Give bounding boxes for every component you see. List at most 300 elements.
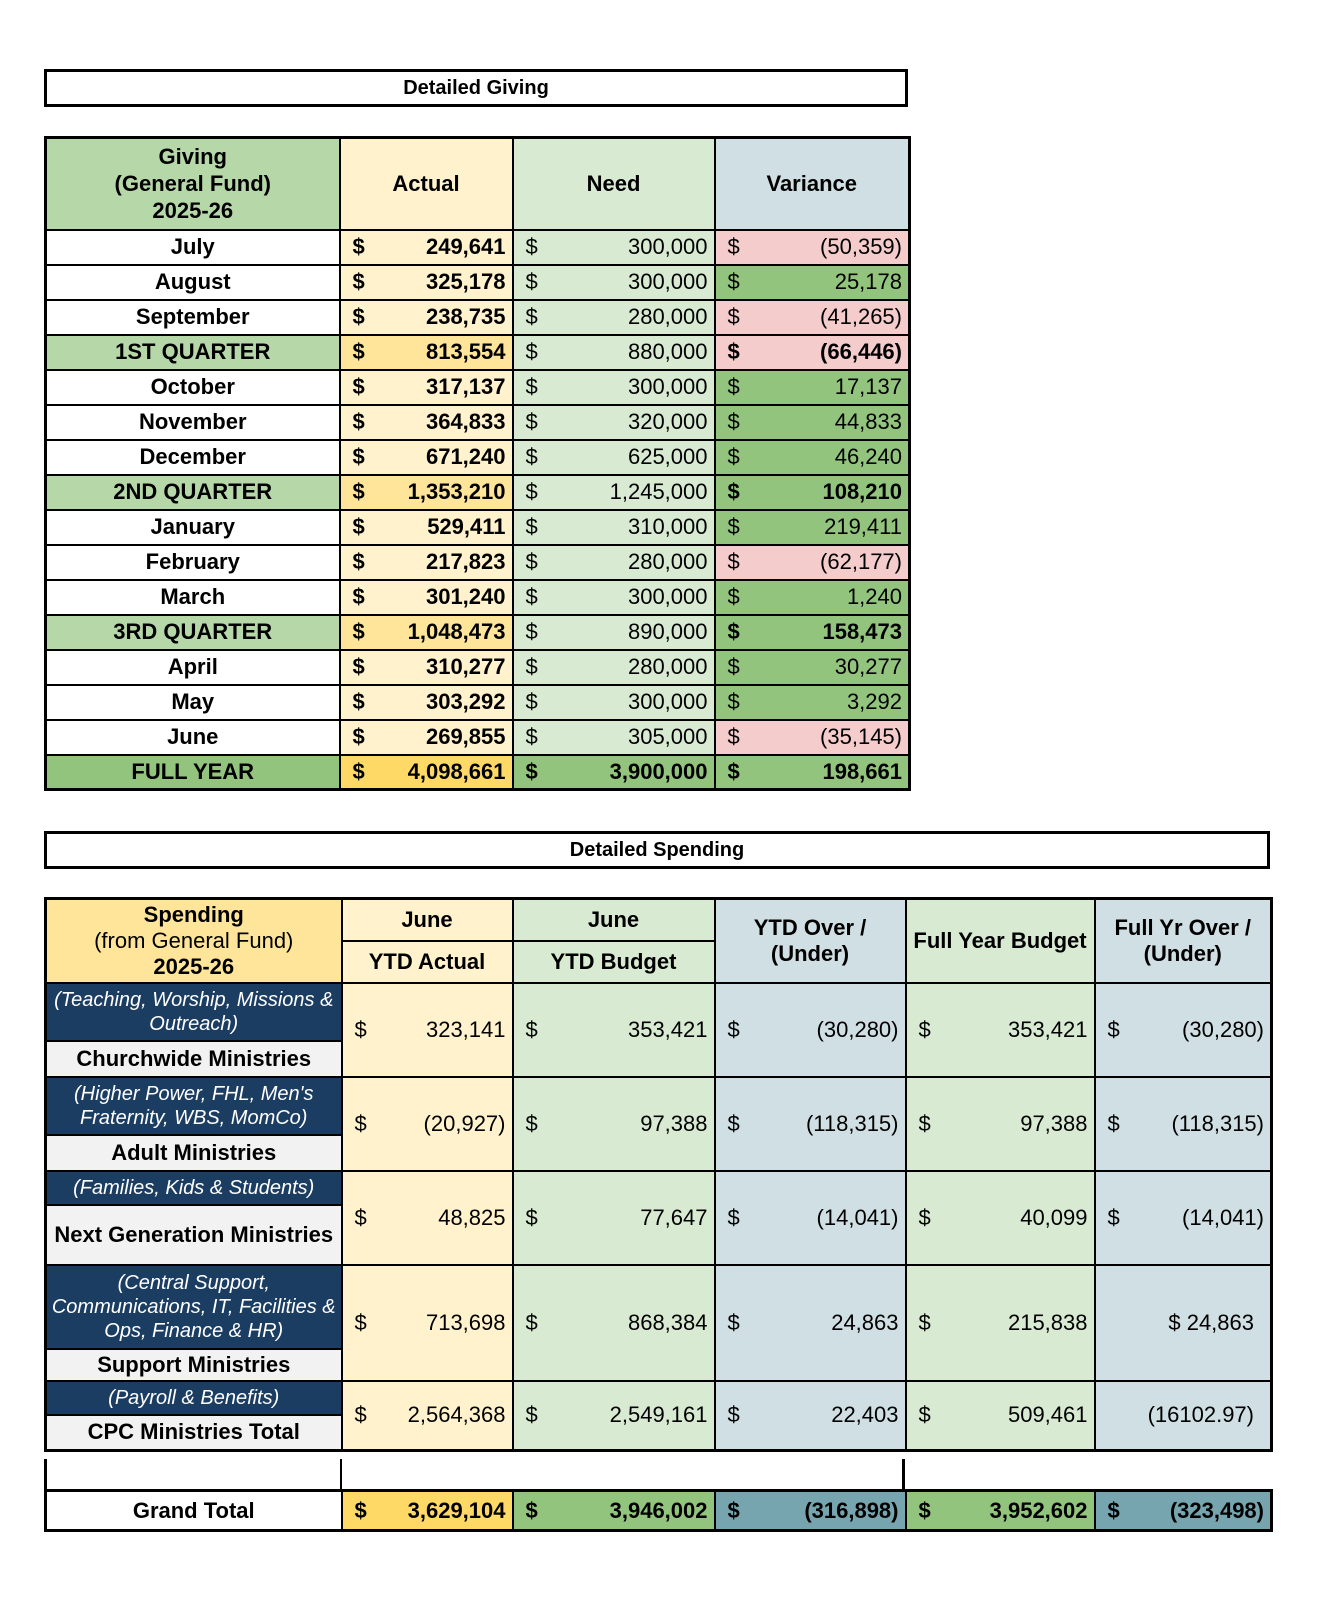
currency-symbol: $ <box>727 444 740 469</box>
currency-symbol: $ <box>727 479 740 504</box>
giving-row-label: October <box>46 370 340 405</box>
currency-symbol: $ <box>1107 1110 1120 1136</box>
spending-row-full-budget-value: 353,421 <box>1007 1016 1088 1042</box>
spending-row-name: Adult Ministries <box>46 1135 342 1171</box>
currency-symbol: $ <box>525 304 538 329</box>
giving-row-actual <box>340 615 513 650</box>
spending-header-actual-top: June <box>342 899 513 941</box>
currency-symbol: $ <box>352 724 365 749</box>
giving-row-label: May <box>46 685 340 720</box>
giving-row-variance <box>715 720 910 755</box>
currency-symbol: $ <box>727 374 740 399</box>
giving-header-actual: Actual <box>340 138 513 230</box>
giving-row-label: FULL YEAR <box>46 755 340 790</box>
giving-row-actual <box>340 475 513 510</box>
giving-row-variance <box>715 580 910 615</box>
spending-header-over: YTD Over / (Under) <box>715 899 906 983</box>
currency-symbol: $ <box>525 1497 538 1523</box>
giving-row-label: August <box>46 265 340 300</box>
giving-row-actual-value: 1,048,473 <box>407 619 506 644</box>
spending-row-budget-value: 2,549,161 <box>609 1402 708 1428</box>
giving-row-need-value: 625,000 <box>627 444 708 469</box>
spending-row-name: Support Ministries <box>46 1349 342 1381</box>
spending-row-actual <box>342 983 513 1077</box>
giving-row <box>46 510 910 545</box>
spending-row-actual-value: 323,141 <box>425 1016 506 1042</box>
giving-row-actual <box>340 405 513 440</box>
giving-row <box>46 720 910 755</box>
giving-row <box>46 545 910 580</box>
currency-symbol: $ <box>525 549 538 574</box>
spending-row-over <box>715 1077 906 1171</box>
spending-header-full-budget: Full Year Budget <box>906 899 1095 983</box>
giving-row-need <box>513 720 715 755</box>
giving-header-line2: (General Fund) <box>114 171 271 197</box>
spending-row-actual <box>342 1381 513 1451</box>
giving-row-variance <box>715 755 910 790</box>
giving-row <box>46 370 910 405</box>
giving-row-need-value: 3,900,000 <box>609 758 708 784</box>
spending-row-full-over-value: $ 24,863 <box>1168 1309 1254 1335</box>
giving-row <box>46 230 910 265</box>
currency-symbol: $ <box>352 339 365 364</box>
spending-row-full-budget <box>906 1381 1095 1451</box>
currency-symbol: $ <box>354 1016 367 1042</box>
spending-row-budget <box>513 1171 715 1265</box>
giving-row-need-value: 280,000 <box>627 549 708 574</box>
giving-row-actual-value: 310,277 <box>425 654 506 679</box>
currency-symbol: $ <box>727 619 740 644</box>
giving-row <box>46 650 910 685</box>
currency-symbol: $ <box>525 689 538 714</box>
giving-row-need <box>513 370 715 405</box>
currency-symbol: $ <box>352 444 365 469</box>
currency-symbol: $ <box>525 409 538 434</box>
currency-symbol: $ <box>1107 1016 1120 1042</box>
currency-symbol: $ <box>525 269 538 294</box>
grand-spacer-left <box>44 1459 340 1489</box>
grand-total-row <box>46 1491 1272 1531</box>
grand-total-full-budget <box>906 1491 1095 1531</box>
currency-symbol: $ <box>354 1497 367 1523</box>
grand-total-over <box>715 1491 906 1531</box>
currency-symbol: $ <box>727 689 740 714</box>
giving-row-variance-value: (66,446) <box>820 339 902 364</box>
giving-row-need-value: 1,245,000 <box>609 479 708 504</box>
giving-row-variance-value: 198,661 <box>822 758 902 784</box>
giving-row-variance <box>715 440 910 475</box>
giving-row-variance <box>715 615 910 650</box>
giving-row-actual-value: 364,833 <box>425 409 506 434</box>
spending-row <box>46 1077 1272 1135</box>
spending-row-budget <box>513 1381 715 1451</box>
giving-row <box>46 615 910 650</box>
giving-row-variance <box>715 650 910 685</box>
giving-row-variance-value: (35,145) <box>820 724 902 749</box>
currency-symbol: $ <box>354 1110 367 1136</box>
giving-row-variance-value: 1,240 <box>846 584 902 609</box>
giving-row-variance-value: (41,265) <box>820 304 902 329</box>
giving-row-need <box>513 405 715 440</box>
giving-row-need <box>513 335 715 370</box>
giving-header-line1: Giving <box>158 144 227 170</box>
currency-symbol: $ <box>918 1402 931 1428</box>
giving-row-actual-value: 269,855 <box>425 724 506 749</box>
giving-row-label: 2ND QUARTER <box>46 475 340 510</box>
currency-symbol: $ <box>352 584 365 609</box>
currency-symbol: $ <box>525 374 538 399</box>
giving-row-variance-value: 25,178 <box>834 269 902 294</box>
grand-total-budget-value: 3,946,002 <box>609 1497 708 1523</box>
currency-symbol: $ <box>354 1309 367 1335</box>
giving-row-label: September <box>46 300 340 335</box>
spending-row-description: (Central Support, Communications, IT, Facilities & Ops, Finance & HR) <box>46 1265 342 1349</box>
currency-symbol: $ <box>525 654 538 679</box>
giving-row-variance <box>715 405 910 440</box>
giving-row-variance-value: 3,292 <box>846 689 902 714</box>
spending-row-actual-value: 2,564,368 <box>407 1402 506 1428</box>
spending-header-full-over: Full Yr Over / (Under) <box>1095 899 1272 983</box>
giving-row-need <box>513 300 715 335</box>
currency-symbol: $ <box>352 269 365 294</box>
currency-symbol: $ <box>727 1016 740 1042</box>
giving-row-variance <box>715 265 910 300</box>
spending-row-description: (Higher Power, FHL, Men's Fraternity, WBS, MomCo) <box>46 1077 342 1135</box>
currency-symbol: $ <box>918 1110 931 1136</box>
spending-row-actual-value: (20,927) <box>423 1110 506 1136</box>
spending-row-name: CPC Ministries Total <box>46 1415 342 1451</box>
giving-row-actual-value: 217,823 <box>425 549 506 574</box>
spending-header-budget-bottom: YTD Budget <box>513 941 715 983</box>
giving-row-actual-value: 303,292 <box>425 689 506 714</box>
spending-row-full-budget-value: 97,388 <box>1020 1110 1088 1136</box>
giving-row-variance <box>715 300 910 335</box>
giving-row-need-value: 880,000 <box>627 339 708 364</box>
currency-symbol: $ <box>525 234 538 259</box>
giving-row-variance <box>715 685 910 720</box>
spending-row-budget-value: 77,647 <box>640 1204 708 1230</box>
giving-row-variance-value: 30,277 <box>834 654 902 679</box>
giving-row-need <box>513 615 715 650</box>
giving-row-variance-value: (62,177) <box>820 549 902 574</box>
giving-row-variance <box>715 475 910 510</box>
giving-row-actual <box>340 300 513 335</box>
giving-row-actual-value: 249,641 <box>425 234 506 259</box>
currency-symbol: $ <box>1107 1204 1120 1230</box>
spending-row-actual <box>342 1265 513 1381</box>
giving-row-variance-value: 108,210 <box>822 479 902 504</box>
giving-row-actual <box>340 685 513 720</box>
giving-row-label: April <box>46 650 340 685</box>
giving-row-need <box>513 650 715 685</box>
spending-row <box>46 983 1272 1041</box>
giving-row-actual-value: 671,240 <box>425 444 506 469</box>
giving-row-need-value: 300,000 <box>627 234 708 259</box>
currency-symbol: $ <box>727 304 740 329</box>
currency-symbol: $ <box>525 758 538 784</box>
giving-row-actual-value: 301,240 <box>425 584 506 609</box>
currency-symbol: $ <box>525 1110 538 1136</box>
giving-row-need-value: 280,000 <box>627 654 708 679</box>
spending-row-full-over <box>1095 983 1272 1077</box>
giving-row-need-value: 305,000 <box>627 724 708 749</box>
giving-row-actual <box>340 755 513 790</box>
currency-symbol: $ <box>352 549 365 574</box>
grand-total-budget <box>513 1491 715 1531</box>
currency-symbol: $ <box>918 1016 931 1042</box>
spending-row-full-over <box>1095 1077 1272 1171</box>
currency-symbol: $ <box>525 479 538 504</box>
currency-symbol: $ <box>525 514 538 539</box>
currency-symbol: $ <box>352 619 365 644</box>
giving-row-actual <box>340 510 513 545</box>
currency-symbol: $ <box>918 1497 931 1523</box>
giving-row-actual <box>340 230 513 265</box>
spending-row-over <box>715 1381 906 1451</box>
giving-row-label: 3RD QUARTER <box>46 615 340 650</box>
spending-row-description: (Payroll & Benefits) <box>46 1381 342 1415</box>
giving-title <box>44 69 908 107</box>
spending-row-actual-value: 713,698 <box>425 1309 506 1335</box>
giving-row-need-value: 890,000 <box>627 619 708 644</box>
currency-symbol: $ <box>352 374 365 399</box>
giving-row-variance-value: (50,359) <box>820 234 902 259</box>
giving-title-text: Detailed Giving <box>403 76 549 99</box>
spending-row-full-budget-value: 215,838 <box>1007 1309 1088 1335</box>
grand-total-actual <box>342 1491 513 1531</box>
spending-row-budget <box>513 983 715 1077</box>
giving-row-label: 1ST QUARTER <box>46 335 340 370</box>
currency-symbol: $ <box>727 269 740 294</box>
currency-symbol: $ <box>727 1110 740 1136</box>
grand-total-over-value: (316,898) <box>804 1497 899 1523</box>
spending-header-line1: Spending <box>143 901 244 927</box>
giving-row-need <box>513 440 715 475</box>
giving-row-label: June <box>46 720 340 755</box>
spending-row-actual <box>342 1171 513 1265</box>
spending-header-line2: (from General Fund) <box>94 927 294 953</box>
currency-symbol: $ <box>1107 1497 1120 1523</box>
giving-row-actual-value: 325,178 <box>425 269 506 294</box>
currency-symbol: $ <box>727 1309 740 1335</box>
spending-row-full-over <box>1095 1381 1272 1451</box>
grand-total-full-over-value: (323,498) <box>1169 1497 1264 1523</box>
spending-row-over <box>715 1171 906 1265</box>
currency-symbol: $ <box>352 758 365 784</box>
giving-row-variance <box>715 370 910 405</box>
spending-row-over-value: (30,280) <box>816 1016 899 1042</box>
giving-row-actual <box>340 650 513 685</box>
giving-row-variance-value: 17,137 <box>834 374 902 399</box>
giving-row-variance <box>715 230 910 265</box>
giving-header-need: Need <box>513 138 715 230</box>
spending-row-budget-value: 868,384 <box>627 1309 708 1335</box>
giving-row-label: February <box>46 545 340 580</box>
giving-row <box>46 300 910 335</box>
currency-symbol: $ <box>727 1204 740 1230</box>
giving-row-need-value: 300,000 <box>627 689 708 714</box>
currency-symbol: $ <box>525 1309 538 1335</box>
giving-row <box>46 685 910 720</box>
giving-row-need-value: 310,000 <box>627 514 708 539</box>
currency-symbol: $ <box>727 1402 740 1428</box>
giving-row-actual <box>340 720 513 755</box>
giving-row-actual-value: 813,554 <box>425 339 506 364</box>
spending-title <box>44 831 1270 869</box>
giving-row-label: July <box>46 230 340 265</box>
giving-row-need-value: 300,000 <box>627 584 708 609</box>
giving-row-need-value: 320,000 <box>627 409 708 434</box>
spending-row-budget-value: 353,421 <box>627 1016 708 1042</box>
giving-row-actual <box>340 580 513 615</box>
spending-row-actual <box>342 1077 513 1171</box>
giving-row <box>46 755 910 790</box>
spending-row-over-value: (118,315) <box>805 1110 899 1136</box>
currency-symbol: $ <box>525 724 538 749</box>
spending-row-full-over-value: (30,280) <box>1182 1016 1264 1042</box>
grand-spacer <box>340 1459 905 1489</box>
currency-symbol: $ <box>525 444 538 469</box>
spending-row-full-budget <box>906 1171 1095 1265</box>
spending-row-full-budget <box>906 1077 1095 1171</box>
giving-row-need <box>513 685 715 720</box>
giving-row-label: March <box>46 580 340 615</box>
currency-symbol: $ <box>727 724 740 749</box>
spending-row-full-over <box>1095 1171 1272 1265</box>
currency-symbol: $ <box>525 584 538 609</box>
currency-symbol: $ <box>525 339 538 364</box>
spending-row-name: Churchwide Ministries <box>46 1041 342 1077</box>
giving-row <box>46 405 910 440</box>
giving-row-need <box>513 755 715 790</box>
spending-row-full-over-value: (118,315) <box>1171 1110 1264 1136</box>
currency-symbol: $ <box>918 1309 931 1335</box>
spending-row-over <box>715 1265 906 1381</box>
spending-row-name: Next Generation Ministries <box>46 1205 342 1265</box>
spending-header-actual-bottom: YTD Actual <box>342 941 513 983</box>
currency-symbol: $ <box>352 514 365 539</box>
giving-row-need <box>513 265 715 300</box>
currency-symbol: $ <box>727 654 740 679</box>
currency-symbol: $ <box>918 1204 931 1230</box>
currency-symbol: $ <box>352 654 365 679</box>
giving-row-actual <box>340 370 513 405</box>
spending-row-over-value: 24,863 <box>831 1309 899 1335</box>
spending-row-full-budget <box>906 983 1095 1077</box>
giving-row-need <box>513 230 715 265</box>
giving-row-variance-value: 44,833 <box>834 409 902 434</box>
currency-symbol: $ <box>352 409 365 434</box>
grand-total-label: Grand Total <box>46 1491 342 1531</box>
giving-row-actual-value: 4,098,661 <box>407 758 506 784</box>
giving-row-actual <box>340 545 513 580</box>
spending-row-over-value: (14,041) <box>816 1204 899 1230</box>
currency-symbol: $ <box>352 689 365 714</box>
giving-row-need <box>513 510 715 545</box>
spending-row-description: (Teaching, Worship, Missions & Outreach) <box>46 983 342 1041</box>
giving-row-label: January <box>46 510 340 545</box>
spending-row <box>46 1381 1272 1415</box>
giving-row <box>46 475 910 510</box>
giving-header-line3: 2025-26 <box>152 198 234 224</box>
spending-row-actual-value: 48,825 <box>438 1204 506 1230</box>
currency-symbol: $ <box>727 514 740 539</box>
spending-row-full-budget-value: 509,461 <box>1007 1402 1088 1428</box>
giving-row <box>46 580 910 615</box>
giving-row-need <box>513 580 715 615</box>
giving-row <box>46 335 910 370</box>
giving-row-actual-value: 529,411 <box>427 514 506 539</box>
spending-row-full-budget-value: 40,099 <box>1020 1204 1088 1230</box>
spending-row-full-budget <box>906 1265 1095 1381</box>
grand-total-full-over <box>1095 1491 1272 1531</box>
currency-symbol: $ <box>352 304 365 329</box>
spending-row-budget <box>513 1077 715 1171</box>
spending-table <box>44 897 1273 1452</box>
giving-row-need-value: 280,000 <box>627 304 708 329</box>
currency-symbol: $ <box>525 619 538 644</box>
giving-row-variance-value: 46,240 <box>834 444 902 469</box>
giving-row-variance <box>715 510 910 545</box>
giving-row <box>46 265 910 300</box>
giving-row-need-value: 300,000 <box>627 374 708 399</box>
giving-row-actual-value: 238,735 <box>425 304 506 329</box>
giving-row <box>46 440 910 475</box>
currency-symbol: $ <box>352 234 365 259</box>
giving-table <box>44 136 911 791</box>
currency-symbol: $ <box>727 234 740 259</box>
giving-row-need-value: 300,000 <box>627 269 708 294</box>
grand-total-actual-value: 3,629,104 <box>407 1497 506 1523</box>
giving-row-variance-value: 219,411 <box>824 514 902 539</box>
spending-header-label <box>46 899 342 983</box>
currency-symbol: $ <box>727 758 740 784</box>
grand-total-table <box>44 1489 1273 1532</box>
currency-symbol: $ <box>727 409 740 434</box>
giving-row-actual <box>340 440 513 475</box>
spending-row-full-over <box>1095 1265 1272 1381</box>
spending-row <box>46 1171 1272 1205</box>
currency-symbol: $ <box>354 1402 367 1428</box>
currency-symbol: $ <box>354 1204 367 1230</box>
spending-row-over <box>715 983 906 1077</box>
giving-row-actual-value: 1,353,210 <box>407 479 506 504</box>
spending-row <box>46 1265 1272 1349</box>
spending-title-text: Detailed Spending <box>569 838 745 861</box>
giving-row-actual <box>340 335 513 370</box>
giving-row-variance-value: 158,473 <box>822 619 902 644</box>
spending-row-budget-value: 97,388 <box>640 1110 708 1136</box>
spending-row-over-value: 22,403 <box>831 1402 899 1428</box>
giving-row-actual <box>340 265 513 300</box>
currency-symbol: $ <box>525 1016 538 1042</box>
spending-header-line3: 2025-26 <box>153 953 235 979</box>
giving-row-need <box>513 475 715 510</box>
currency-symbol: $ <box>727 549 740 574</box>
giving-row-variance <box>715 545 910 580</box>
currency-symbol: $ <box>727 584 740 609</box>
currency-symbol: $ <box>352 479 365 504</box>
spending-row-description: (Families, Kids & Students) <box>46 1171 342 1205</box>
giving-row-actual-value: 317,137 <box>425 374 506 399</box>
currency-symbol: $ <box>727 1497 740 1523</box>
giving-row-need <box>513 545 715 580</box>
spending-header-budget-top: June <box>513 899 715 941</box>
giving-row-variance <box>715 335 910 370</box>
currency-symbol: $ <box>727 339 740 364</box>
currency-symbol: $ <box>525 1402 538 1428</box>
spending-row-full-over-value: (16102.97) <box>1147 1402 1254 1428</box>
